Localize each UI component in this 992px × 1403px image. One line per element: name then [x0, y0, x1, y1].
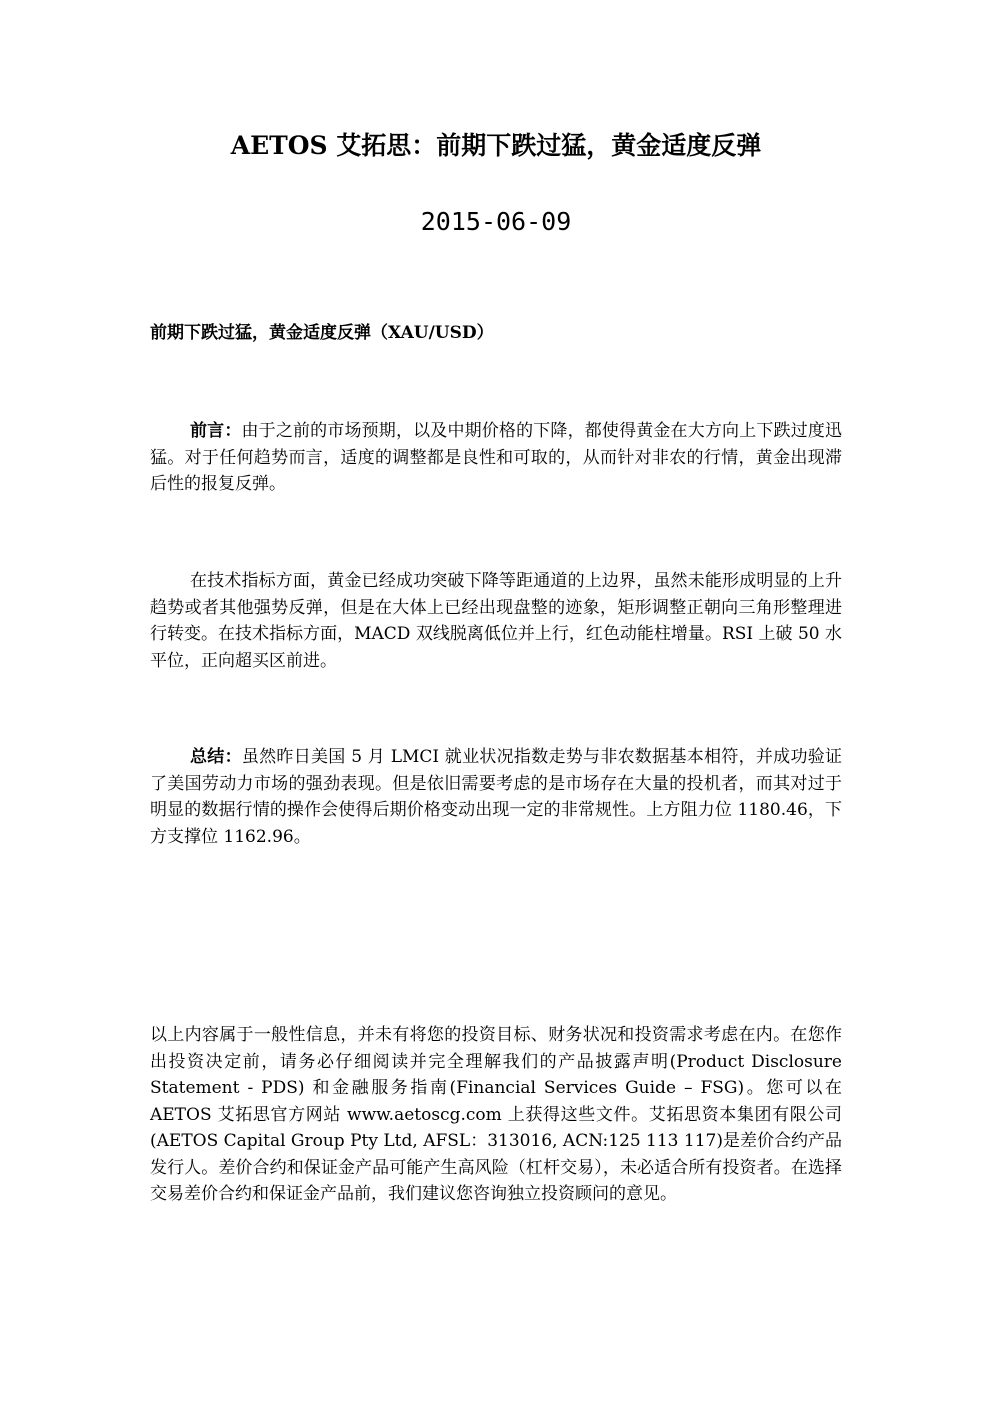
document-title: AETOS 艾拓思：前期下跌过猛，黄金适度反弹: [230, 131, 762, 160]
disclaimer-paragraph: [150, 1022, 842, 1208]
disclaimer-text: 以上内容属于一般性信息，并未有将您的投资目标、财务状况和投资需求考虑在内。在您作出投资决定前，请务必仔细阅读并完全理解我们的产品披露声明(Product Disclosure Statement - PDS) 和金融服务指南(Financial Services Guide – FSG)。您可以在 AETOS 艾拓思官方网站 www.aetoscg.com 上获得这些文件。艾拓思资本集团有限公司(AETOS Capital Group Pty Ltd, AFSL：313016, ACN:125 113 117)是差价合约产品发行人。差价合约和保证金产品可能产生高风险（杠杆交易），未必适合所有投资者。在选择交易差价合约和保证金产品前，我们建议您咨询独立投资顾问的意见。: [150, 1025, 842, 1204]
summary-paragraph: [150, 744, 842, 850]
intro-text: 由于之前的市场预期，以及中期价格的下降，都使得黄金在大方向上下跌过度迅猛。对于任何趋势而言，适度的调整都是良性和可取的，从而针对非农的行情，黄金出现滞后性的报复反弹。: [150, 421, 843, 494]
document-date: 2015-06-09: [420, 207, 572, 236]
technical-text: 在技术指标方面，黄金已经成功突破下降等距通道的上边界，虽然未能形成明显的上升趋势或者其他强势反弹，但是在大体上已经出现盘整的迹象，矩形调整正朝向三角形整理进行转变。在技术指标方面，MACD 双线脱离低位并上行，红色动能柱增量。RSI 上破 50 水平位，正向超买区前进。: [150, 571, 842, 671]
intro-lead: 前言：: [190, 421, 242, 441]
intro-paragraph: [150, 418, 842, 498]
technical-paragraph: [150, 568, 842, 674]
summary-text: 虽然昨日美国 5 月 LMCI 就业状况指数走势与非农数据基本相符，并成功验证了美国劳动力市场的强劲表现。但是依旧需要考虑的是市场存在大量的投机者，而其对过于明显的数据行情的操作会使得后期价格变动出现一定的非常规性。上方阻力位 1180.46，下方支撑位 1162.96。: [150, 747, 843, 847]
section-subtitle: 前期下跌过猛，黄金适度反弹（XAU/USD）: [150, 323, 494, 343]
summary-lead: 总结：: [190, 747, 242, 767]
